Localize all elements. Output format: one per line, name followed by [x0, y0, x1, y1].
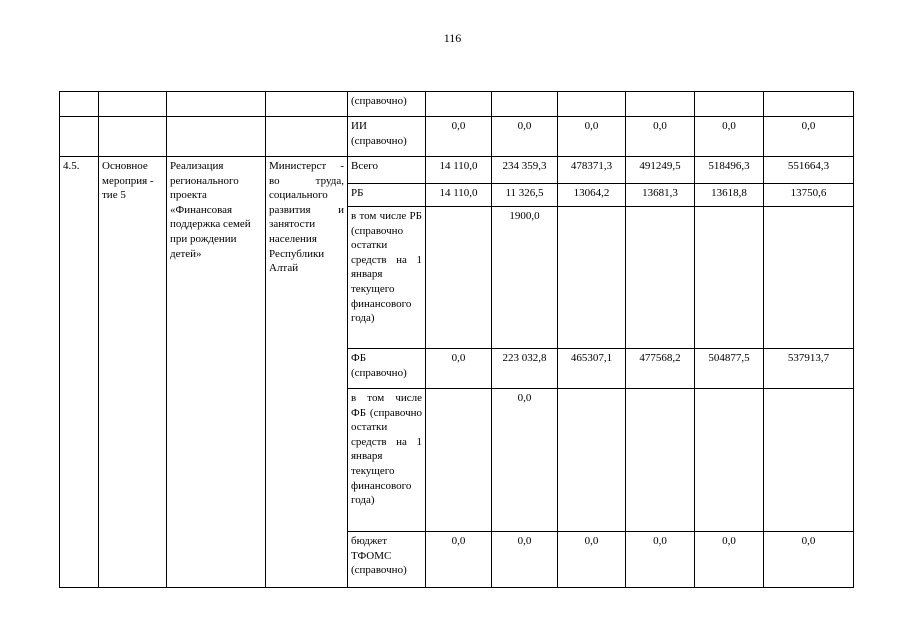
executor-cell	[266, 92, 348, 117]
funding-source-cell: (справочно)	[348, 92, 426, 117]
table-row	[60, 157, 854, 184]
value-cell	[558, 92, 626, 117]
value-cell: 14 110,0	[426, 157, 492, 184]
value-cell	[764, 207, 854, 349]
activity-executor: Министерст - во труда, социального развития и занятости населения Республики Алтай	[266, 157, 348, 588]
value-cell: 504877,5	[695, 349, 764, 389]
value-cell: 0,0	[426, 349, 492, 389]
value-cell	[626, 92, 695, 117]
value-cell: 537913,7	[764, 349, 854, 389]
funding-source-cell: РБ	[348, 184, 426, 207]
value-cell: 11 326,5	[492, 184, 558, 207]
value-cell: 234 359,3	[492, 157, 558, 184]
value-cell	[764, 92, 854, 117]
value-cell: 0,0	[695, 117, 764, 157]
budget-table	[59, 91, 854, 588]
value-cell	[558, 207, 626, 349]
funding-source-cell: в том числе РБ (справочно остатки средств на 1 января текущего финансового года)	[348, 207, 426, 349]
funding-source-cell: ИИ (справочно)	[348, 117, 426, 157]
value-cell: 0,0	[695, 532, 764, 588]
value-cell: 13618,8	[695, 184, 764, 207]
value-cell: 14 110,0	[426, 184, 492, 207]
funding-source-cell: Всего	[348, 157, 426, 184]
value-cell: 13750,6	[764, 184, 854, 207]
value-cell	[426, 389, 492, 532]
executor-cell	[266, 117, 348, 157]
value-cell: 13064,2	[558, 184, 626, 207]
activity-description: Реализация регионального проекта «Финансовая поддержка семей при рождении детей»	[167, 157, 266, 588]
table-row	[60, 92, 854, 117]
value-cell: 465307,1	[558, 349, 626, 389]
value-cell: 551664,3	[764, 157, 854, 184]
funding-source-cell: в том числе ФБ (справочно остатки средств на 1 января текущего финансового года)	[348, 389, 426, 532]
value-cell	[764, 389, 854, 532]
value-cell: 0,0	[558, 532, 626, 588]
value-cell	[695, 92, 764, 117]
value-cell: 477568,2	[626, 349, 695, 389]
description-cell	[167, 92, 266, 117]
value-cell	[695, 207, 764, 349]
value-cell: 491249,5	[626, 157, 695, 184]
value-cell	[426, 92, 492, 117]
value-cell: 0,0	[764, 532, 854, 588]
value-cell: 0,0	[626, 117, 695, 157]
value-cell	[626, 207, 695, 349]
value-cell: 0,0	[492, 532, 558, 588]
value-cell	[695, 389, 764, 532]
funding-source-cell: бюджет ТФОМС (справочно)	[348, 532, 426, 588]
number-cell	[60, 117, 99, 157]
value-cell: 223 032,8	[492, 349, 558, 389]
value-cell: 13681,3	[626, 184, 695, 207]
value-cell	[626, 389, 695, 532]
value-cell	[426, 207, 492, 349]
value-cell: 1900,0	[492, 207, 558, 349]
value-cell: 0,0	[558, 117, 626, 157]
value-cell	[558, 389, 626, 532]
value-cell: 0,0	[426, 532, 492, 588]
value-cell	[492, 92, 558, 117]
value-cell: 0,0	[492, 389, 558, 532]
value-cell: 0,0	[426, 117, 492, 157]
value-cell: 518496,3	[695, 157, 764, 184]
description-cell	[167, 117, 266, 157]
table-row	[60, 117, 854, 157]
value-cell: 478371,3	[558, 157, 626, 184]
value-cell: 0,0	[764, 117, 854, 157]
value-cell: 0,0	[492, 117, 558, 157]
name-cell	[99, 92, 167, 117]
activity-number: 4.5.	[60, 157, 99, 588]
activity-name: Основное мероприя - тие 5	[99, 157, 167, 588]
number-cell	[60, 92, 99, 117]
name-cell	[99, 117, 167, 157]
value-cell: 0,0	[626, 532, 695, 588]
funding-source-cell: ФБ (справочно)	[348, 349, 426, 389]
page-number: 116	[443, 31, 462, 45]
